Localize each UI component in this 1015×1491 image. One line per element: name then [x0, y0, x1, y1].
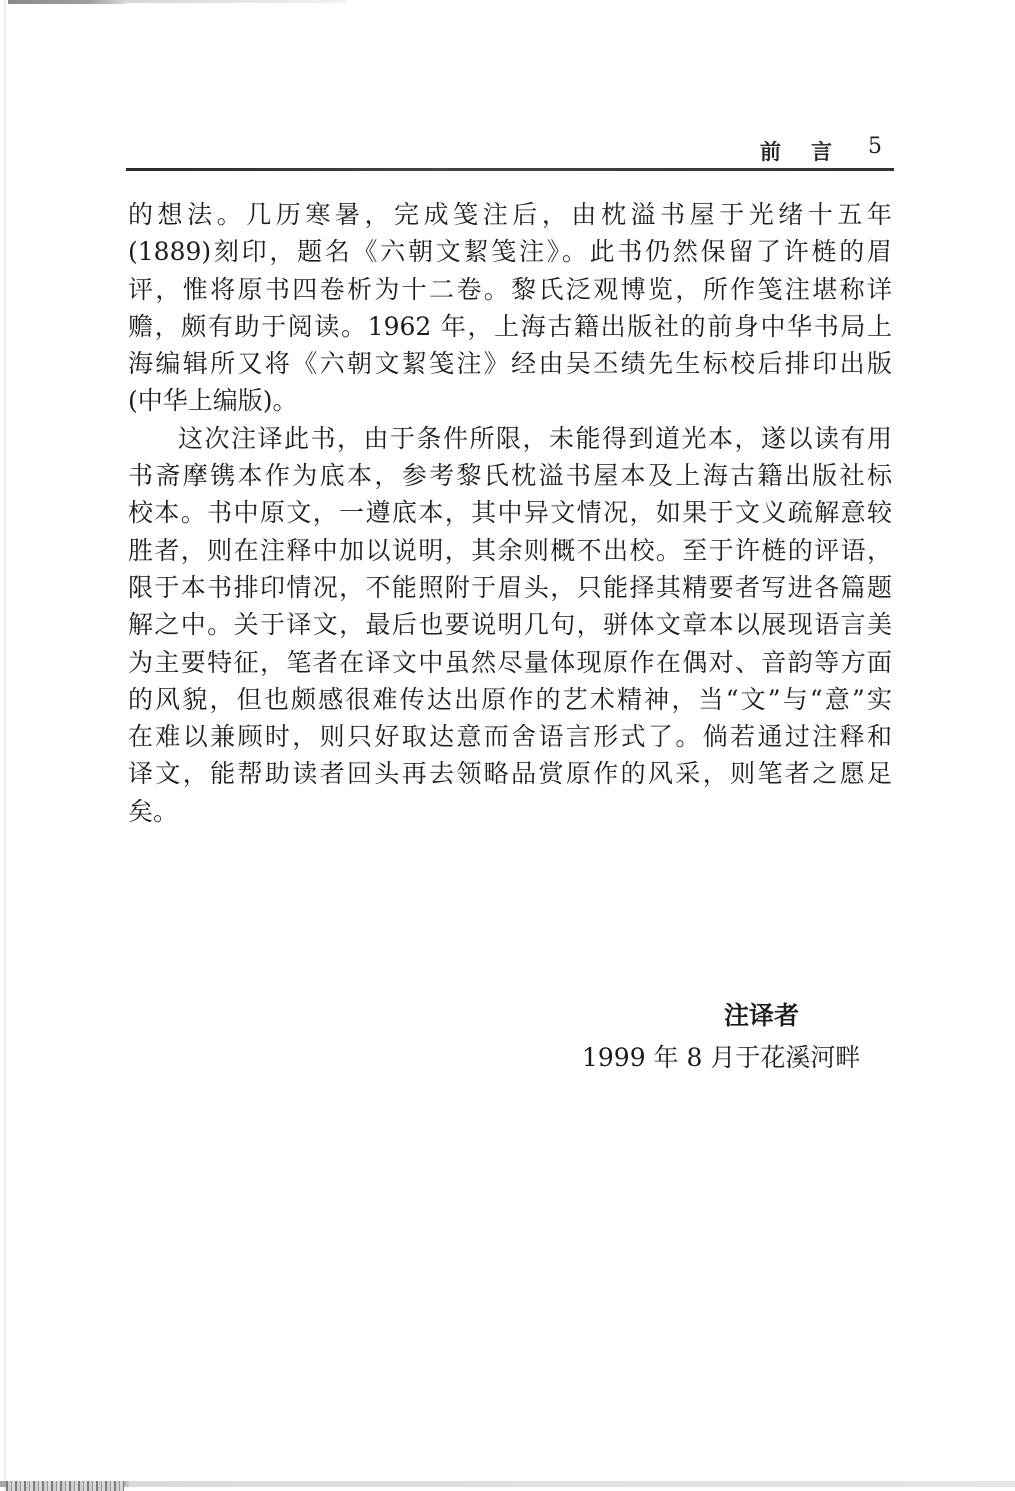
text-line: 的风貌，但也颇感很难传达出原作的艺术精神，当“文”与“意”实	[128, 684, 892, 714]
text-line: 海编辑所又将《六朝文絜笺注》经由吴丕绩先生标校后排印出版	[128, 349, 892, 379]
running-head-title: 前言	[760, 139, 862, 164]
signature-name: 注译者	[724, 1001, 800, 1030]
scan-edge-left	[4, 0, 6, 1491]
paragraph-2	[128, 420, 892, 830]
text-line: 赡，颇有助于阅读。1962 年，上海古籍出版社的前身中华书局上	[128, 311, 892, 341]
scan-edge-bottom	[0, 1481, 1015, 1487]
signature-date-place: 1999 年 8 月于花溪河畔	[582, 1043, 861, 1072]
text-line: 在难以兼顾时，则只好取达意而舍语言形式了。倘若通过注释和	[128, 722, 892, 752]
text-line: 评，惟将原书四卷析为十二卷。黎氏泛观博览，所作笺注堪称详	[128, 274, 892, 304]
running-head	[126, 128, 894, 168]
text-line: 这次注译此书，由于条件所限，未能得到道光本，遂以读有用	[178, 423, 892, 453]
paragraph-1	[128, 196, 892, 420]
text-line: 的想法。几历寒暑，完成笺注后，由枕溢书屋于光绪十五年	[128, 200, 892, 229]
scan-edge-bottom-ticks	[6, 1481, 124, 1491]
text-line: (1889)刻印，题名《六朝文絜笺注》。此书仍然保留了许梿的眉	[128, 237, 892, 267]
scan-edge-top-dark	[8, 0, 126, 4]
text-line: 矣。	[128, 796, 179, 826]
header-rule	[126, 168, 894, 171]
text-line: 校本。书中原文，一遵底本，其中异文情况，如果于文义疏解意较	[128, 498, 892, 528]
text-line: 限于本书排印情况，不能照附于眉头，只能择其精要者写进各篇题	[128, 572, 892, 602]
text-line: 胜者，则在注释中加以说明，其余则概不出校。至于许梿的评语，	[128, 535, 892, 565]
text-line: 译文，能帮助读者回头再去领略品赏原作的风采，则笔者之愿足	[128, 759, 892, 789]
text-line: 书斋摩镌本作为底本，参考黎氏枕溢书屋本及上海古籍出版社标	[128, 461, 892, 491]
text-line: 为主要特征，笔者在译文中虽然尽量体现原作在偶对、音韵等方面	[128, 647, 892, 677]
page-number: 5	[868, 134, 882, 159]
text-line: (中华上编版)。	[128, 386, 298, 416]
scan-edge-top-light	[126, 0, 346, 3]
body-text	[128, 196, 892, 830]
text-line: 解之中。关于译文，最后也要说明几句，骈体文章本以展现语言美	[128, 610, 892, 640]
